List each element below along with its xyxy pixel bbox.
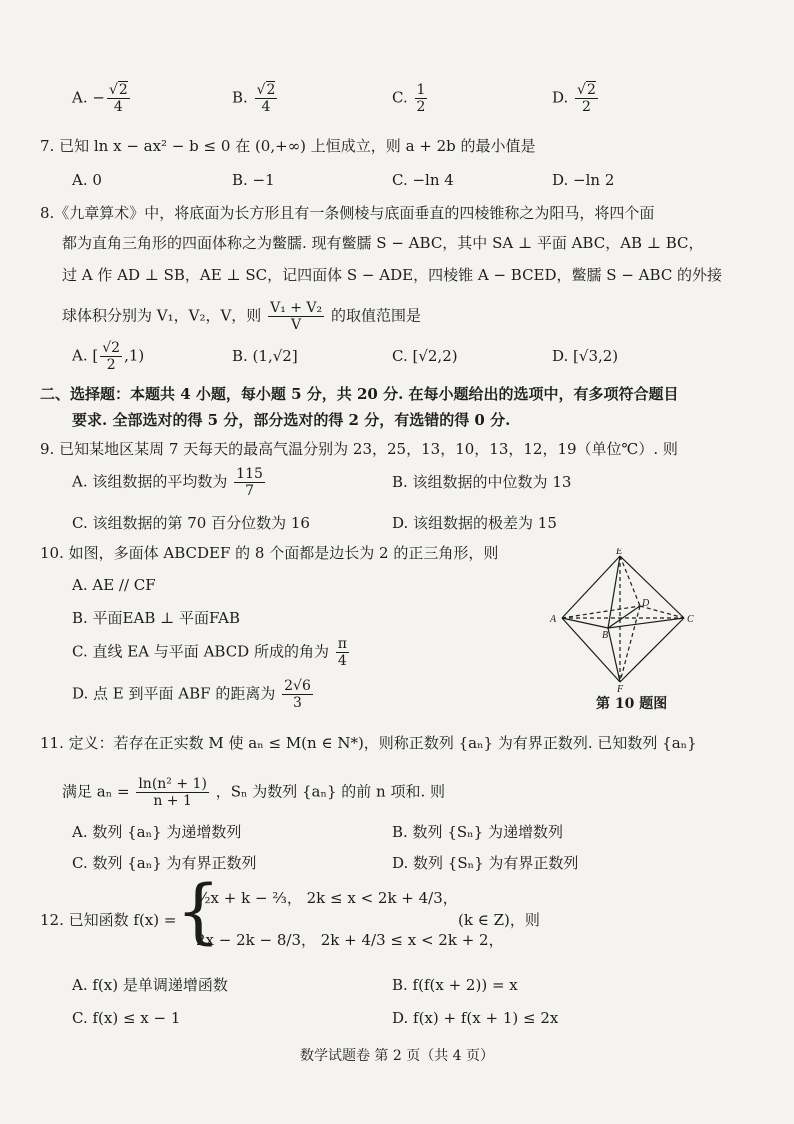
q12-stem-post: (k ∈ Z)，则 <box>458 911 540 929</box>
vertex-label-b: B <box>602 630 609 641</box>
q7-option-b: B. −1 <box>232 171 275 189</box>
q11-line2: 满足 aₙ = $\frac{\text{ln(n² + 1)}}{n + 1}$ ，Sₙ 为数列 {aₙ} 的前 n 项和. 则 <box>62 776 446 809</box>
q6-option-c: C. $\frac{1}{2}$ <box>392 82 426 115</box>
q9-stem: 9. 已知某地区某周 7 天每天的最高气温分别为 23，25，13，10，13，12，19（单位℃）. 则 <box>40 440 678 458</box>
q12-option-c: C. f(x) ≤ x − 1 <box>72 1009 181 1027</box>
q10-option-c: C. 直线 EA 与平面 ABCD 所成的角为 $\frac{\pi}{4}$ <box>72 636 347 669</box>
q10-figure-caption: 第 10 题图 <box>596 696 668 712</box>
q8-option-b: B. (1,√2] <box>232 347 298 365</box>
q9-option-a: A. 该组数据的平均数为 $\frac{115}{7}$ <box>72 466 263 499</box>
q9-option-c: C. 该组数据的第 70 百分位数为 16 <box>72 514 310 532</box>
q8-line1: 8.《九章算术》中，将底面为长方形且有一条侧棱与底面垂直的四棱锥称之为阳马，将四个面 <box>40 204 655 222</box>
vertex-label-d: D <box>642 598 650 609</box>
q12-option-d: D. f(x) + f(x + 1) ≤ 2x <box>392 1009 559 1027</box>
q10-stem: 10. 如图，多面体 ABCDEF 的 8 个面都是边长为 2 的正三角形，则 <box>40 544 499 562</box>
q12-option-a: A. f(x) 是单调递增函数 <box>72 976 228 994</box>
vertex-label-f: F <box>617 684 624 694</box>
vertex-label-e: E <box>616 548 623 557</box>
q8-line2: 都为直角三角形的四面体称之为鳖臑. 现有鳖臑 S − ABC，其中 SA ⊥ 平面 ABC，AB ⊥ BC， <box>62 234 704 252</box>
q10-option-b: B. 平面EAB ⊥ 平面FAB <box>72 609 240 627</box>
q12-option-b: B. f(f(x + 2)) = x <box>392 976 518 994</box>
q10-option-a: A. AE // CF <box>72 576 156 594</box>
vertex-label-a: A <box>550 614 557 625</box>
q12-stem-pre: 12. 已知函数 f(x) = <box>40 911 177 929</box>
q10-option-d: D. 点 E 到平面 ABF 的距离为 $\frac{2√6}{3}$ <box>72 678 311 711</box>
q8-option-a: A. [ $\frac{√2}{2}$ ,1) <box>72 340 145 373</box>
q7-option-a: A. 0 <box>72 171 102 189</box>
q11-option-d: D. 数列 {Sₙ} 为有界正数列 <box>392 854 579 872</box>
q8-line3: 过 A 作 AD ⊥ SB，AE ⊥ SC，记四面体 S − ADE，四棱锥 A − BCED，鳖臑 S − ABC 的外接 <box>62 266 723 284</box>
q11-option-a: A. 数列 {aₙ} 为递增数列 <box>72 823 242 841</box>
q12-case2: 2x − 2k − 8/3， 2k + 4/3 ≤ x < 2k + 2， <box>196 931 504 949</box>
q11-option-b: B. 数列 {Sₙ} 为递增数列 <box>392 823 563 841</box>
section2-heading-line2: 要求. 全部选对的得 5 分，部分选对的得 2 分，有选错的得 0 分. <box>72 411 511 429</box>
q6-option-a: A. − $\frac{√2}{4}$ <box>72 82 128 115</box>
q12-case1: ½x + k − ⅔， 2k ≤ x < 2k + 4/3， <box>196 889 458 907</box>
q8-option-d: D. [√3,2) <box>552 347 619 365</box>
q12-brace: { <box>176 870 221 952</box>
q6-option-d: D. $\frac{√2}{2}$ <box>552 82 596 115</box>
q7-option-d: D. −ln 2 <box>552 171 615 189</box>
q9-option-d: D. 该组数据的极差为 15 <box>392 514 557 532</box>
q7-option-c: C. −ln 4 <box>392 171 454 189</box>
q11-line1: 11. 定义：若存在正实数 M 使 aₙ ≤ M(n ∈ N*)，则称正数列 {aₙ} 为有界正数列. 已知数列 {aₙ} <box>40 734 697 752</box>
q11-option-c: C. 数列 {aₙ} 为有界正数列 <box>72 854 257 872</box>
section2-heading-line1: 二、选择题：本题共 4 小题，每小题 5 分，共 20 分. 在每小题给出的选项中，有多项符合题目 <box>40 385 679 403</box>
q10-octahedron-figure <box>548 548 698 694</box>
q6-option-b: B. $\frac{√2}{4}$ <box>232 82 276 115</box>
q8-option-c: C. [√2,2) <box>392 347 458 365</box>
page-footer: 数学试题卷 第 2 页（共 4 页） <box>299 1048 495 1064</box>
q7-stem: 7. 已知 ln x − ax² − b ≤ 0 在 (0,+∞) 上恒成立，则 a + 2b 的最小值是 <box>40 137 536 155</box>
q8-line4: 球体积分别为 V₁，V₂，V，则 $\frac{\text{V₁ + V₂}}{V}$ 的取值范围是 <box>62 300 421 333</box>
q9-option-b: B. 该组数据的中位数为 13 <box>392 473 572 491</box>
vertex-label-c: C <box>687 614 694 625</box>
